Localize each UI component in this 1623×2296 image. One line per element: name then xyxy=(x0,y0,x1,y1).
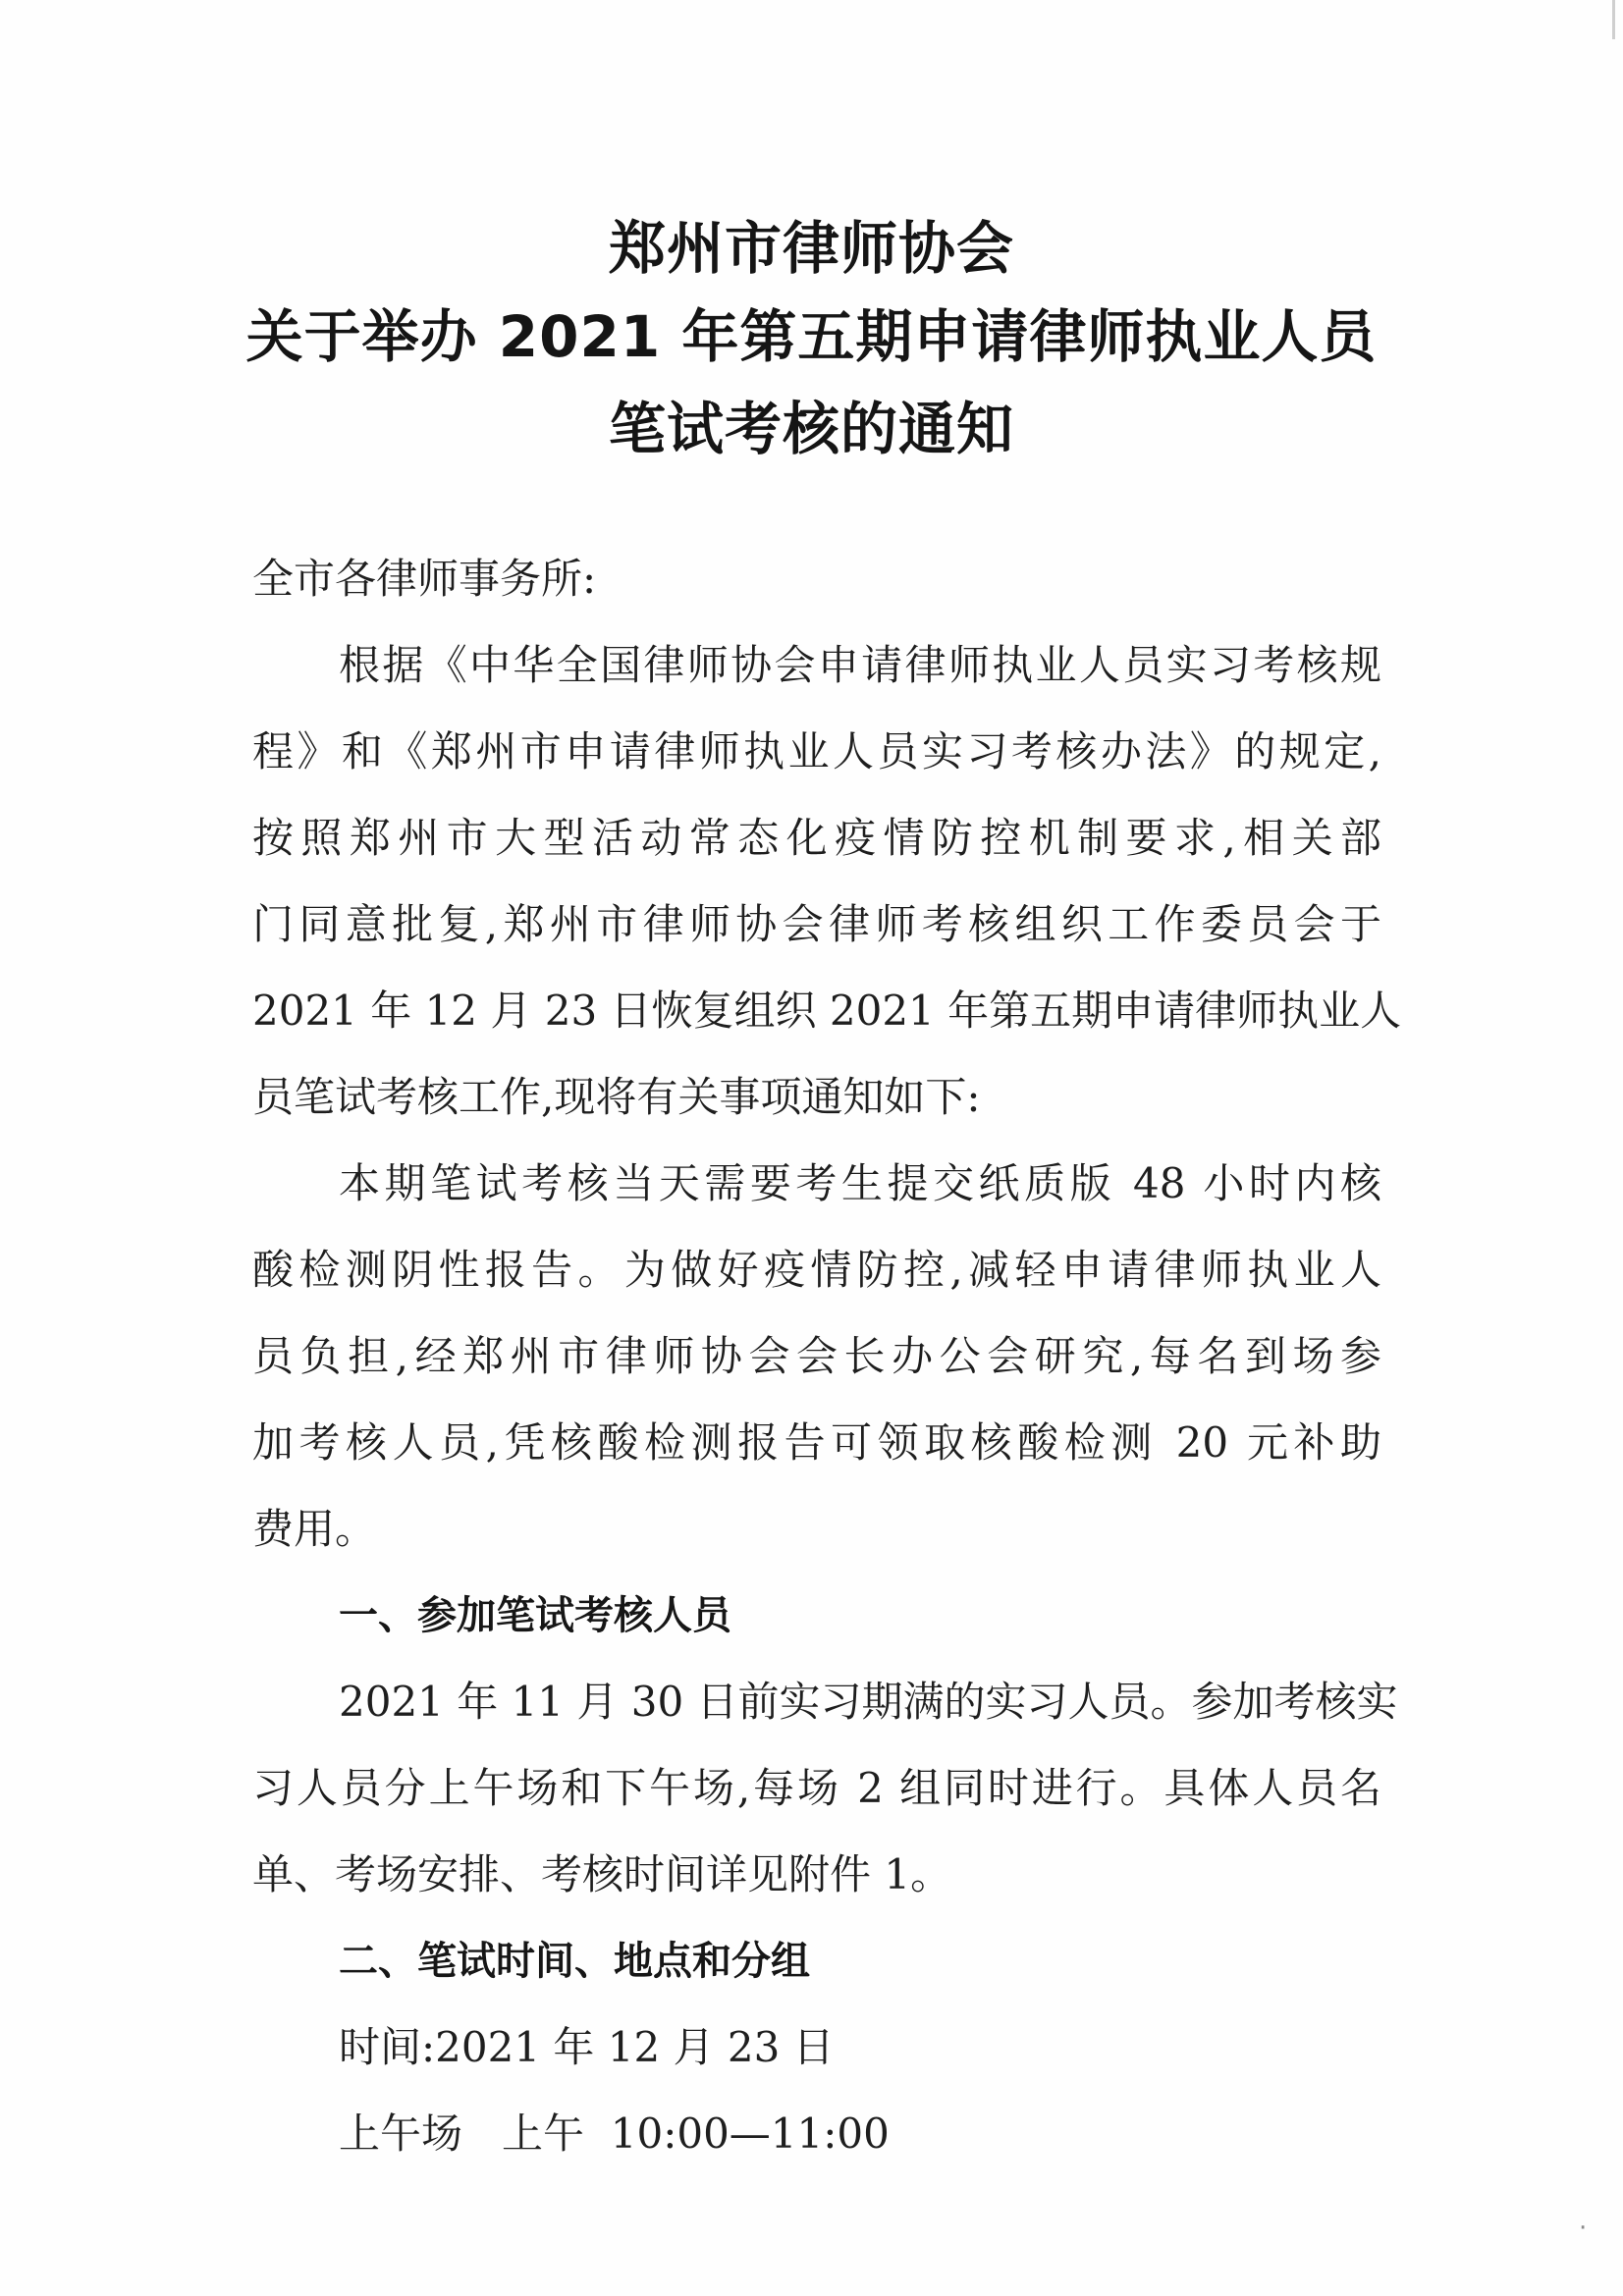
paragraph1-line: 按照郑州市大型活动常态化疫情防控机制要求,相关部 xyxy=(252,814,1381,862)
paragraph2-line: 酸检测阴性报告。为做好疫情防控,减轻申请律师执业人 xyxy=(252,1246,1381,1294)
paragraph1-line: 门同意批复,郑州市律师协会律师考核组织工作委员会于 xyxy=(252,900,1381,948)
scan-edge-mark xyxy=(1612,0,1615,39)
paragraph2-line: 员负担,经郑州市律师协会会长办公会研究,每名到场参 xyxy=(252,1332,1381,1380)
morning-session-line: 上午场 上午 10:00—11:00 xyxy=(339,2109,890,2158)
title-line-3: 笔试考核的通知 xyxy=(608,396,1014,462)
section1-line: 习人员分上午场和下午场,每场 2 组同时进行。具体人员名 xyxy=(252,1764,1381,1812)
scan-corner-mark: · xyxy=(1579,2214,1588,2243)
paragraph2-line: 本期笔试考核当天需要考生提交纸质版 48 小时内核 xyxy=(339,1159,1381,1207)
section2-heading: 二、笔试时间、地点和分组 xyxy=(339,1939,810,1984)
title-line-1: 郑州市律师协会 xyxy=(608,215,1014,282)
section1-heading: 一、参加笔试考核人员 xyxy=(339,1593,731,1638)
paragraph1-line: 根据《中华全国律师协会申请律师执业人员实习考核规 xyxy=(339,641,1381,689)
paragraph2-line: 费用。 xyxy=(252,1505,377,1553)
paragraph1-line: 员笔试考核工作,现将有关事项通知如下: xyxy=(252,1073,981,1121)
paragraph2-line: 加考核人员,凭核酸检测报告可领取核酸检测 20 元补助 xyxy=(252,1418,1381,1467)
salutation: 全市各律师事务所: xyxy=(252,555,597,603)
title-line-2: 关于举办 2021 年第五期申请律师执业人员 xyxy=(245,303,1378,370)
section1-line: 2021 年 11 月 30 日前实习期满的实习人员。参加考核实 xyxy=(339,1678,1398,1726)
paragraph1-line: 程》和《郑州市申请律师执业人员实习考核办法》的规定, xyxy=(252,727,1381,775)
paragraph1-line: 2021 年 12 月 23 日恢复组织 2021 年第五期申请律师执业人 xyxy=(252,987,1402,1035)
exam-date-line: 时间:2021 年 12 月 23 日 xyxy=(339,2023,835,2071)
section1-line: 单、考场安排、考核时间详见附件 1。 xyxy=(252,1850,952,1898)
